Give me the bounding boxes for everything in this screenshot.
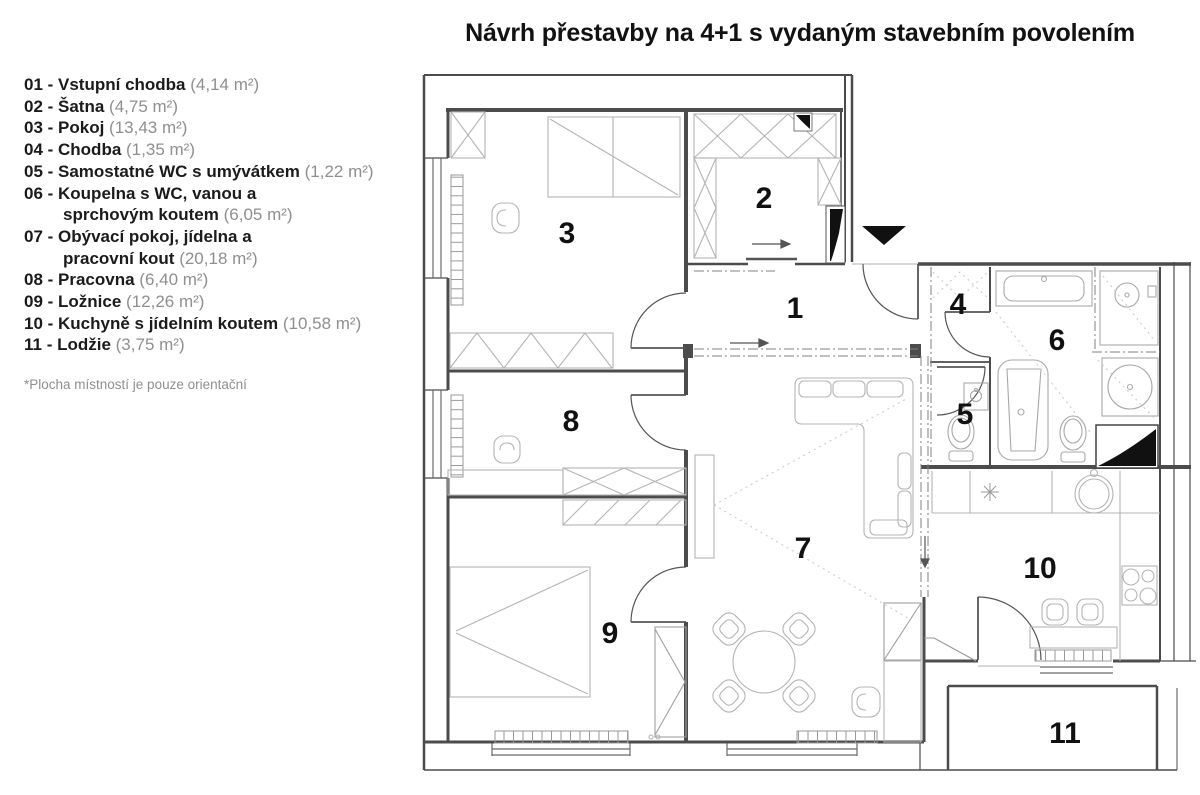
- legend-item: 02 - Šatna (4,75 m²): [24, 96, 178, 116]
- room-label-5: 5: [956, 398, 974, 431]
- room-label-2: 2: [755, 182, 773, 215]
- legend-item: 01 - Vstupní chodba (4,14 m²): [24, 75, 260, 94]
- renovation-dashdot-lines: [694, 267, 1160, 597]
- furniture: [448, 112, 1160, 742]
- legend-item-wrap: pracovní kout (20,18 m²): [63, 248, 258, 268]
- walls: [424, 75, 1196, 770]
- legend-item: 09 - Ložnice (12,26 m²): [24, 292, 205, 312]
- legend-item: 05 - Samostatné WC s umývátkem (1,22 m²): [24, 161, 374, 181]
- legend-item: 11 - Lodžie (3,75 m²): [24, 335, 185, 355]
- legend-item: 08 - Pracovna (6,40 m²): [24, 270, 209, 290]
- doors: [631, 259, 1041, 660]
- room-label-3: 3: [558, 217, 576, 250]
- room-label-4: 4: [949, 288, 967, 321]
- room-label-9: 9: [601, 617, 619, 650]
- legend-footnote: *Plocha místností je pouze orientační: [24, 377, 247, 392]
- page-title: Návrh přestavby na 4+1 s vydaným stavebním povolením: [465, 19, 1135, 47]
- black-markers: [794, 113, 1158, 468]
- entrance-arrow-marker: [862, 226, 906, 245]
- room-label-8: 8: [562, 405, 580, 438]
- dotted-guides: [714, 272, 1156, 618]
- room-label-11: 11: [1049, 717, 1081, 750]
- room-label-10: 10: [1023, 552, 1057, 585]
- direction-arrows: [730, 240, 929, 567]
- legend-item: 10 - Kuchyně s jídelním koutem (10,58 m²): [24, 313, 362, 333]
- legend-item: 07 - Obývací pokoj, jídelna a: [24, 226, 252, 246]
- room-label-1: 1: [786, 292, 804, 325]
- legend-item: 06 - Koupelna s WC, vanou a: [24, 183, 257, 203]
- room-label-7: 7: [794, 532, 812, 565]
- legend-item: 03 - Pokoj (13,43 m²): [24, 118, 188, 138]
- windows: [433, 158, 1113, 755]
- legend-item-wrap: sprchovým koutem (6,05 m²): [63, 205, 293, 225]
- legend-item: 04 - Chodba (1,35 m²): [24, 140, 195, 160]
- room-label-6: 6: [1048, 324, 1066, 357]
